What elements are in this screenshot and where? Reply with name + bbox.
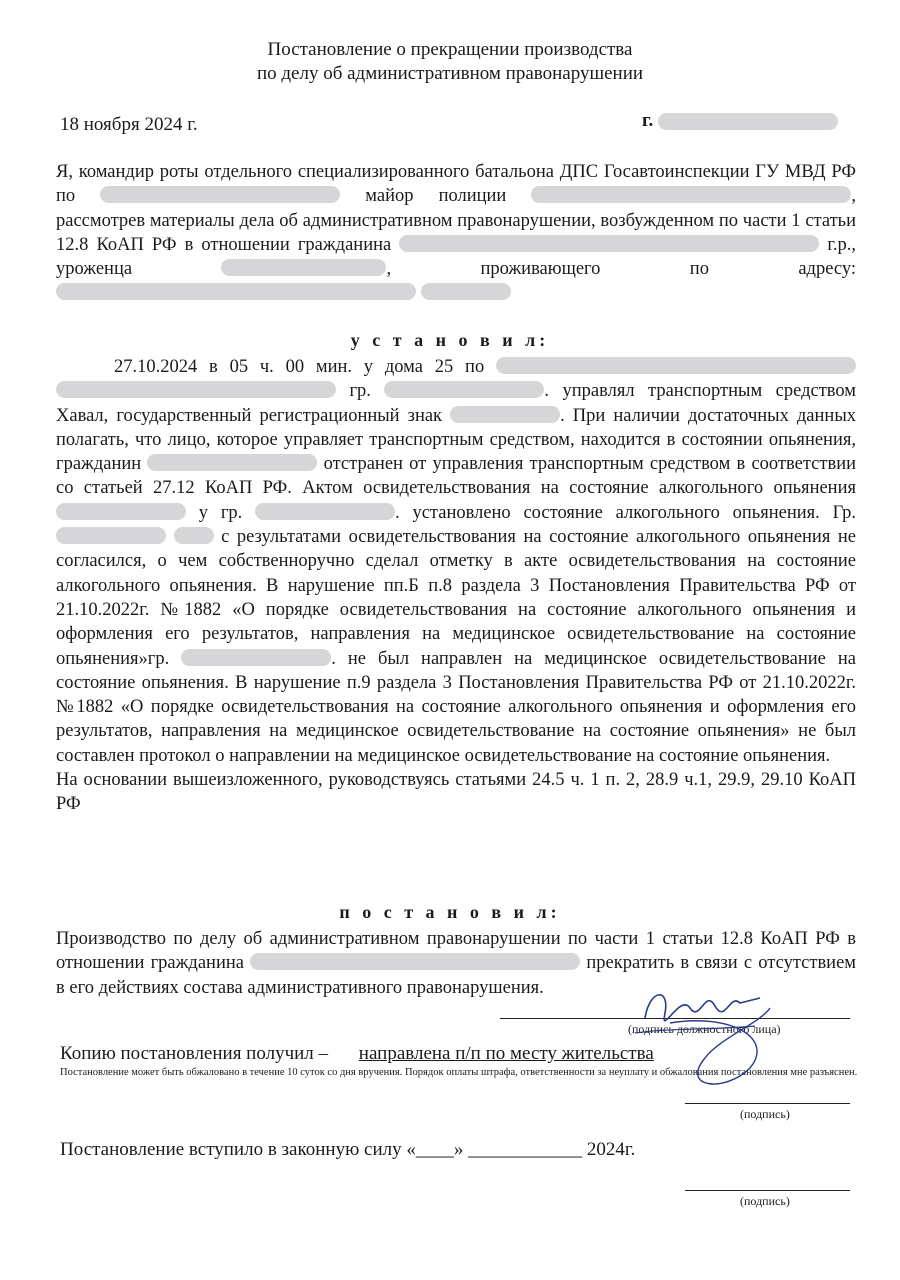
appeal-notice: Постановление может быть обжаловано в течение 10 суток со дня вручения. Порядок оплаты штрафа, ответственности за неуплату и обжалования постановления мне разъяснен. bbox=[60, 1067, 858, 1078]
redacted-driver-name-2 bbox=[147, 454, 317, 471]
facts-text-9: . не был направлен на медицинское освидетельствование на состояние опьянения. В нарушение п.9 раздела 3 Постановления Правительства РФ от 21.10.2022г. №1882 «О порядке освидетельствования на состояние алкогольного опьянения и оформления его результатов, направления на медицинское освидетельствование на состояние опьянения» не был составлен протокол о направлении на медицинское освидетельствование на состояние опьянения. bbox=[56, 648, 856, 766]
redacted-citizen-name-final bbox=[250, 953, 580, 970]
copy-label: Копию постановления получил – bbox=[60, 1043, 329, 1064]
redacted-region bbox=[100, 186, 340, 203]
intro-text-2: майор полиции bbox=[340, 186, 532, 207]
intro-text-1: Я, командир роты отдельного специализированного батальона ДПС Госавтоинспекции ГУ МВД РФ по bbox=[56, 162, 856, 207]
facts-text-3: . управлял транспортным средством Хавал, государственный регистрационный знак bbox=[56, 381, 856, 426]
redacted-officer-name bbox=[531, 186, 851, 203]
decision-text-1: Производство по делу об административном правонарушении по части 1 статьи 12.8 КоАП РФ в отношении гражданина bbox=[56, 929, 856, 974]
redacted-driver-name-3 bbox=[255, 503, 395, 520]
redacted-act-number bbox=[56, 503, 186, 520]
intro-text-4: г.р., уроженца bbox=[56, 234, 856, 280]
signature-caption-2: (подпись) bbox=[740, 1194, 790, 1208]
facts-paragraph bbox=[56, 355, 856, 817]
redacted-district bbox=[56, 381, 336, 398]
redacted-street bbox=[496, 357, 856, 374]
document-date: 18 ноября 2024 г. bbox=[60, 114, 198, 135]
document-city bbox=[642, 110, 838, 132]
decision-text-2: прекратить в связи с отсутствием в его действиях состава административного правонарушения. bbox=[56, 953, 856, 998]
redacted-driver-name-5 bbox=[181, 649, 331, 666]
redacted-citizen-name bbox=[399, 235, 819, 252]
redacted-driver-name bbox=[384, 381, 544, 398]
redacted-plate bbox=[450, 406, 560, 423]
official-signature-caption: (подпись должностного лица) bbox=[628, 1022, 781, 1036]
title-line-2: по делу об административном правонарушении bbox=[256, 63, 644, 84]
legal-force-statement: Постановление вступило в законную силу «____» ____________ 2024г. bbox=[60, 1139, 636, 1160]
facts-text-7: . установлено состояние алкогольного опьянения. Гр. bbox=[395, 502, 856, 523]
heading-resolved: п о с т а н о в и л: bbox=[339, 902, 561, 922]
redacted-birthplace bbox=[221, 259, 386, 276]
document-title bbox=[0, 38, 900, 86]
intro-text-3: , рассмотрев материалы дела об административном правонарушении, возбужденном по части 1 статьи 12.8 КоАП РФ в отношении гражданина bbox=[56, 186, 857, 255]
intro-text-5: , проживающего по адресу: bbox=[386, 259, 856, 280]
signature-caption-1: (подпись) bbox=[740, 1107, 790, 1121]
redacted-address-cont bbox=[421, 283, 511, 300]
title-line-1: Постановление о прекращении производства bbox=[267, 39, 633, 60]
facts-text-8: с результатами освидетельствования на состояние алкогольного опьянения не согласился, о чем собственноручно сделал отметку в акте освидетельствования на состояние алкогольного опьянения. В нарушение пп.Б п.8 раздела 3 Постановления Правительства РФ от 21.10.2022г. №1882 «О порядке освидетельствования на состояние алкогольного опьянения и оформления его результатов, направления на медицинское освидетельствование на состояние опьянения»гр. bbox=[56, 527, 856, 669]
copy-value: направлена п/п по месту жительства bbox=[358, 1043, 654, 1064]
facts-text-4: . При наличии достаточных данных полагать, что лицо, которое управляет транспортным средством, находится в состоянии опьянения, гражданин bbox=[56, 405, 856, 475]
heading-established: у с т а н о в и л: bbox=[350, 330, 550, 350]
facts-text-1: 27.10.2024 в 05 ч. 00 мин. у дома 25 по bbox=[114, 357, 496, 377]
facts-text-2: гр. bbox=[336, 381, 385, 402]
redacted-driver-initials bbox=[174, 527, 214, 544]
signature-line-2 bbox=[685, 1190, 850, 1191]
city-prefix: г. bbox=[642, 110, 654, 131]
redacted-address bbox=[56, 283, 416, 300]
basis-paragraph: На основании вышеизложенного, руководствуясь статьями 24.5 ч. 1 п. 2, 28.9 ч.1, 29.9, 29.10 КоАП РФ bbox=[56, 770, 856, 815]
redacted-city bbox=[658, 113, 838, 130]
signature-line-1 bbox=[685, 1103, 850, 1104]
copy-received-row bbox=[60, 1043, 654, 1065]
facts-text-5: отстранен от управления транспортным средством в соответствии со статьей 27.12 КоАП РФ. Актом освидетельствования на состояние алкогольного опьянения bbox=[56, 454, 857, 499]
handwritten-signature bbox=[610, 978, 780, 1098]
facts-text-6: у гр. bbox=[186, 502, 256, 523]
redacted-driver-name-4 bbox=[56, 527, 166, 544]
intro-paragraph bbox=[56, 160, 856, 306]
